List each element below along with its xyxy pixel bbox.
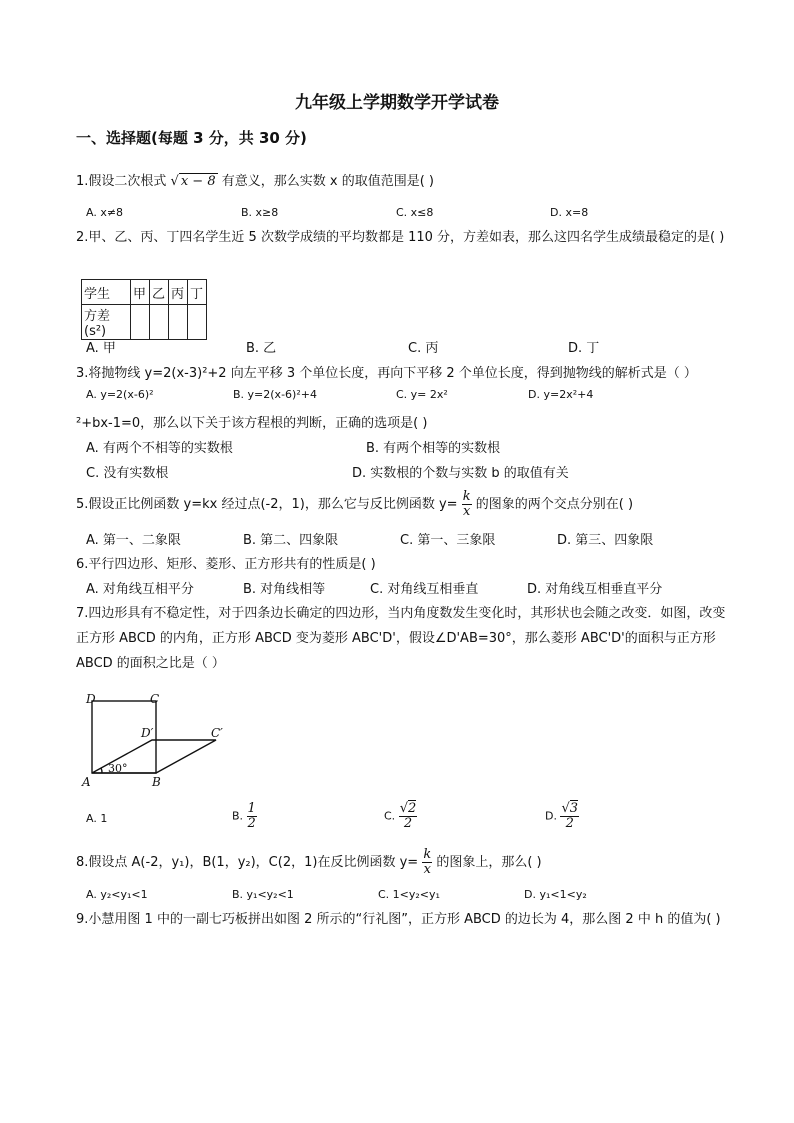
question-5-prefix: 5.假设正比例函数 y=kx 经过点(-2，1)，那么它与反比例函数 y= xyxy=(76,497,458,512)
question-5-suffix: 的图象的两个交点分别在( ) xyxy=(475,497,634,512)
q2-option-a[interactable]: A. 甲 xyxy=(86,341,116,356)
table-cell xyxy=(169,305,188,340)
label-b: B xyxy=(152,775,161,789)
q1-option-c[interactable]: C. x≤8 xyxy=(396,206,434,219)
q8-option-a[interactable]: A. y₂<y₁<1 xyxy=(86,888,148,901)
table-cell: 方差(s²) xyxy=(82,305,131,340)
page-title: 九年级上学期数学开学试卷 xyxy=(295,93,499,113)
sqrt-expression: √ x − 8 xyxy=(170,174,216,189)
q7-option-c[interactable] xyxy=(384,802,417,831)
question-6: 6.平行四边形、矩形、菱形、正方形共有的性质是( ) xyxy=(76,557,376,572)
q3-option-b[interactable]: B. y=2(x-6)²+4 xyxy=(233,388,317,401)
label-d-prime: D′ xyxy=(141,726,154,740)
question-9: 9.小慧用图 1 中的一副七巧板拼出如图 2 所示的“行礼图”，正方形 ABCD 的边长为 4，那么图 2 中 h 的值为( ) xyxy=(76,912,721,927)
table-row xyxy=(82,280,207,305)
q4-option-d[interactable]: D. 实数根的个数与实数 b 的取值有关 xyxy=(352,466,569,481)
table-cell: 丙 xyxy=(169,280,188,305)
q7-option-d[interactable] xyxy=(545,802,579,831)
q8-option-c[interactable]: C. 1<y₂<y₁ xyxy=(378,888,440,901)
root-radicand: 3 xyxy=(569,801,579,816)
question-1-suffix: 有意义，那么实数 x 的取值范围是( ) xyxy=(221,174,434,189)
q7-option-b[interactable] xyxy=(232,802,257,831)
q5-option-d[interactable]: D. 第三、四象限 xyxy=(557,533,654,548)
fraction-numerator: k xyxy=(423,847,432,862)
q3-option-d[interactable]: D. y=2x²+4 xyxy=(528,388,594,401)
q2-option-c[interactable]: C. 丙 xyxy=(408,341,439,356)
label-c: C xyxy=(150,692,160,706)
q7-option-a[interactable]: A. 1 xyxy=(86,812,108,825)
fraction-denominator: x xyxy=(423,862,431,877)
q4-option-c[interactable]: C. 没有实数根 xyxy=(86,466,169,481)
fraction-k-over-x xyxy=(462,490,472,519)
variance-table xyxy=(81,279,207,340)
table-cell xyxy=(188,305,207,340)
sqrt-radicand: x − 8 xyxy=(180,174,216,189)
fraction-numerator: √3 xyxy=(561,801,579,816)
q5-option-a[interactable]: A. 第一、二象限 xyxy=(86,533,181,548)
q7-option-c-prefix: C. xyxy=(384,809,396,823)
q6-option-d[interactable]: D. 对角线互相垂直平分 xyxy=(527,582,663,597)
fraction-denominator: 2 xyxy=(403,816,413,831)
question-8-suffix: 的图象上，那么( ) xyxy=(436,855,542,870)
question-4: ²+bx-1=0，那么以下关于该方程根的判断，正确的选项是( ) xyxy=(76,416,428,431)
q8-option-b[interactable]: B. y₁<y₂<1 xyxy=(232,888,294,901)
q6-option-b[interactable]: B. 对角线相等 xyxy=(243,582,326,597)
fraction-denominator: 2 xyxy=(247,816,256,831)
q6-option-a[interactable]: A. 对角线互相平分 xyxy=(86,582,194,597)
table-cell: 丁 xyxy=(188,280,207,305)
table-cell: 甲 xyxy=(131,280,150,305)
table-cell xyxy=(131,305,150,340)
question-1 xyxy=(76,170,434,189)
angle-label: 30° xyxy=(108,762,128,775)
q1-option-b[interactable]: B. x≥8 xyxy=(241,206,279,219)
fraction-root3-over-2 xyxy=(560,802,579,831)
table-cell: 乙 xyxy=(150,280,169,305)
q7-option-d-prefix: D. xyxy=(545,809,557,823)
question-8 xyxy=(76,848,542,877)
q3-option-c[interactable]: C. y= 2x² xyxy=(396,388,448,401)
fraction-denominator: x xyxy=(462,504,471,519)
label-d: D xyxy=(86,692,96,706)
q3-option-a[interactable]: A. y=2(x-6)² xyxy=(86,388,154,401)
fraction-k-over-x xyxy=(422,848,432,877)
q5-option-c[interactable]: C. 第一、三象限 xyxy=(400,533,496,548)
table-row xyxy=(82,305,207,340)
question-1-prefix: 1.假设二次根式 xyxy=(76,174,167,189)
fraction-denominator: 2 xyxy=(565,816,574,831)
q6-option-c[interactable]: C. 对角线互相垂直 xyxy=(370,582,479,597)
q2-option-d[interactable]: D. 丁 xyxy=(568,341,600,356)
q1-option-d[interactable]: D. x=8 xyxy=(550,206,589,219)
fraction-numerator: 1 xyxy=(247,801,256,816)
section-heading: 一、选择题(每题 3 分，共 30 分) xyxy=(76,129,307,147)
fraction-numerator: √2 xyxy=(399,801,417,816)
fraction-one-half xyxy=(247,802,257,831)
table-cell xyxy=(150,305,169,340)
label-c-prime: C′ xyxy=(211,726,223,740)
angle-arc xyxy=(101,768,102,773)
q1-option-a[interactable]: A. x≠8 xyxy=(86,206,124,219)
q5-option-b[interactable]: B. 第二、四象限 xyxy=(243,533,339,548)
fraction-numerator: k xyxy=(462,489,471,504)
question-3: 3.将抛物线 y=2(x-3)²+2 向左平移 3 个单位长度，再向下平移 2 个单位长度，得到抛物线的解析式是（ ） xyxy=(76,366,697,381)
question-8-prefix: 8.假设点 A(-2，y₁)，B(1，y₂)，C(2，1)在反比例函数 y= xyxy=(76,855,419,870)
root-radicand: 2 xyxy=(407,801,417,816)
question-5 xyxy=(76,490,633,519)
question-2: 2.甲、乙、丙、丁四名学生近 5 次数学成绩的平均数都是 110 分，方差如表，那么这四名学生成绩最稳定的是( ) xyxy=(76,230,725,245)
label-a: A xyxy=(82,775,91,789)
question-7: 7.四边形具有不稳定性，对于四条边长确定的四边形，当内角度数发生变化时，其形状也会随之改变．如图，改变正方形 ABCD 的内角，正方形 ABCD 变为菱形 ABC'D'，假设∠D'AB=30°，那么菱形 ABC'D'的面积与正方形 ABCD 的面积之比是（ ） xyxy=(76,606,726,671)
table-cell: 学生 xyxy=(82,280,131,305)
fraction-root2-over-2 xyxy=(399,802,418,831)
rhombus-figure xyxy=(80,690,240,796)
q2-option-b[interactable]: B. 乙 xyxy=(246,341,277,356)
q8-option-d[interactable]: D. y₁<1<y₂ xyxy=(524,888,587,901)
q4-option-b[interactable]: B. 有两个相等的实数根 xyxy=(366,441,501,456)
q7-option-b-prefix: B. xyxy=(232,809,244,823)
q4-option-a[interactable]: A. 有两个不相等的实数根 xyxy=(86,441,233,456)
